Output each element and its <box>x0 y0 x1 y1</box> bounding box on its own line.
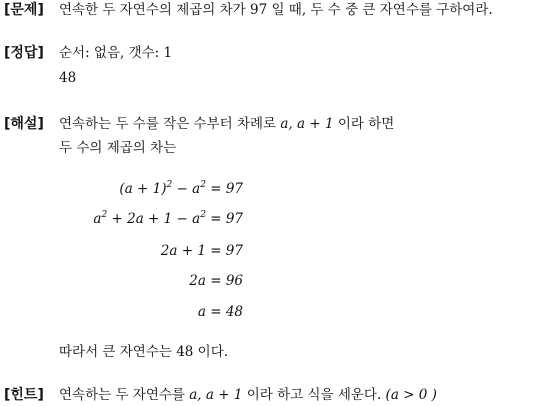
problem-tag: [문제] <box>4 2 44 18</box>
equation-2-part-3: = 97 <box>205 211 243 227</box>
explanation-tag: [해설] <box>4 116 44 132</box>
hint-math: a, a + 1 <box>189 387 243 403</box>
equation-1 <box>119 180 243 198</box>
hint-text <box>59 386 437 404</box>
equation-2-exp-1: 2 <box>101 210 108 220</box>
explanation-line-1 <box>59 115 394 133</box>
equation-2-part-1: a <box>93 211 102 227</box>
answer-value: 48 <box>59 70 77 86</box>
equation-3: 2a + 1 = 97 <box>160 243 243 259</box>
answer-info: 순서: 없음, 갯수: 1 <box>59 45 173 61</box>
hint-pre: 연속하는 두 자연수를 <box>59 387 190 403</box>
explanation-line-1-math: a, a + 1 <box>280 116 334 132</box>
explanation-conclusion: 따라서 큰 자연수는 48 이다. <box>59 344 229 360</box>
hint-tag: [힌트] <box>4 387 44 403</box>
equation-1-part-1: (a + 1) <box>119 181 167 197</box>
explanation-line-1-pre: 연속하는 두 수를 작은 수부터 차례로 <box>59 116 281 132</box>
problem-text: 연속한 두 자연수의 제곱의 차가 97 일 때, 두 수 중 큰 자연수를 구하여라. <box>59 2 493 18</box>
answer-tag: [정답] <box>4 45 44 61</box>
explanation-line-1-post: 이라 하면 <box>333 116 395 132</box>
explanation-line-2: 두 수의 제곱의 차는 <box>59 140 177 156</box>
equation-2 <box>93 210 243 228</box>
equation-2-exp-2: 2 <box>200 210 206 220</box>
equation-4: 2a = 96 <box>189 273 243 289</box>
equation-1-part-3: = 97 <box>205 181 243 197</box>
equation-2-part-2: + 2a + 1 − a <box>107 211 201 227</box>
equation-1-part-2: − a <box>172 181 201 197</box>
equation-1-exp-1: 2 <box>166 180 173 190</box>
hint-condition: (a > 0 ) <box>385 387 437 403</box>
equation-1-exp-2: 2 <box>200 180 206 190</box>
equation-5: a = 48 <box>197 304 243 320</box>
hint-mid: 이라 하고 식을 세운다. <box>242 387 386 403</box>
